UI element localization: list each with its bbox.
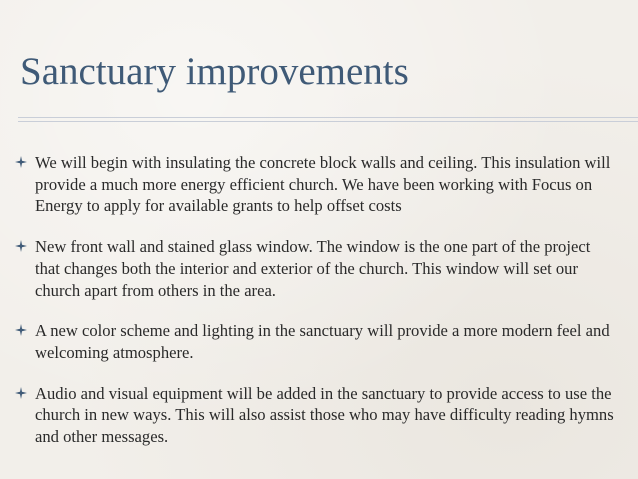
bullet-item [0, 152, 638, 217]
bullet-text: We will begin with insulating the concrete block walls and ceiling. This insulation will provide a much more energy efficient church. We have been working with Focus on Energy to apply for available grants to help offset costs [35, 153, 611, 216]
cross-flourish-icon [15, 156, 27, 168]
title-divider-top [18, 117, 638, 118]
bullet-text: A new color scheme and lighting in the sanctuary will provide a more modern feel and welcoming atmosphere. [35, 321, 610, 362]
bullet-item [0, 236, 638, 301]
cross-flourish-icon [15, 240, 27, 252]
slide-title: Sanctuary improvements [20, 50, 409, 93]
bullet-item [0, 383, 638, 448]
bullet-list [0, 152, 638, 467]
cross-flourish-icon [15, 387, 27, 399]
cross-flourish-icon [15, 324, 27, 336]
title-divider-bottom [18, 121, 638, 122]
bullet-item [0, 320, 638, 363]
bullet-text: Audio and visual equipment will be added in the sanctuary to provide access to use the church in new ways. This will also assist those who may have difficulty reading hymns and other messages. [35, 383, 614, 447]
bullet-text: New front wall and stained glass window. The window is the one part of the project that changes both the interior and exterior of the church. This window will set our church apart from others in the area. [35, 237, 591, 300]
